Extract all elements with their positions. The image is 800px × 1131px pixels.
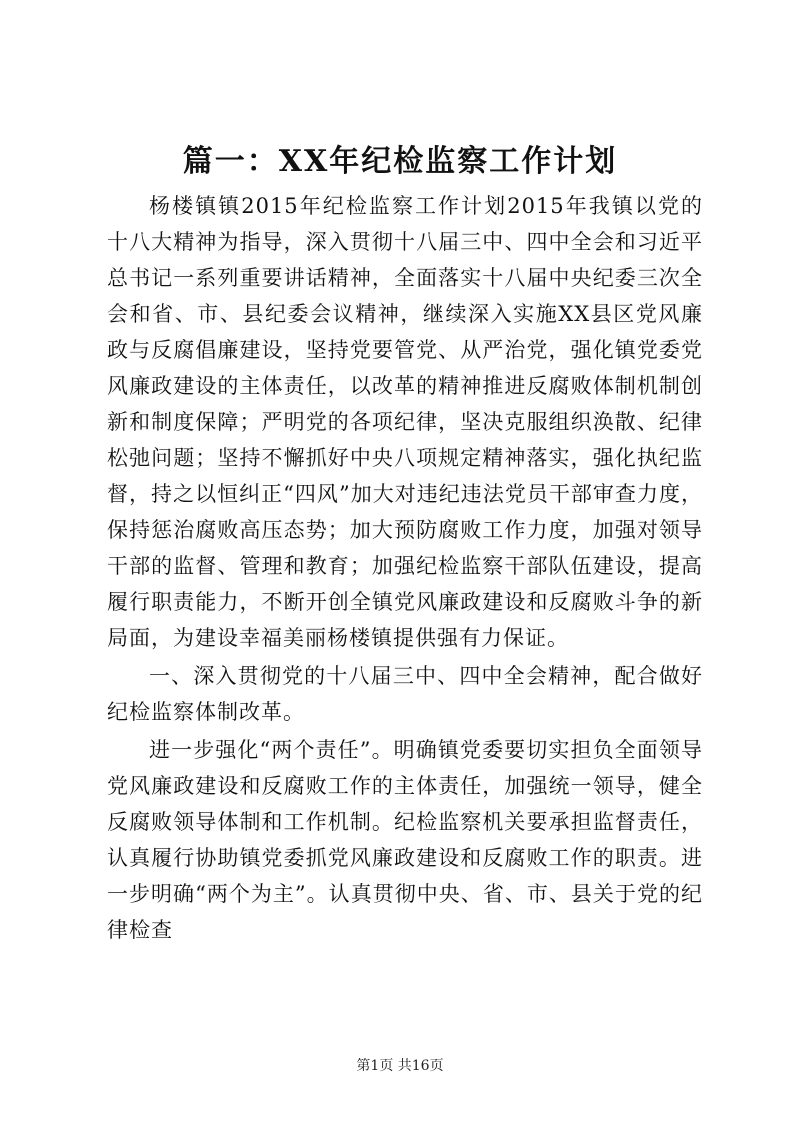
paragraph-responsibilities: 进一步强化“两个责任”。明确镇党委要切实担负全面领导党风廉政建设和反腐败工作的主体责任，加强统一领导，健全反腐败领导体制和工作机制。纪检监察机关要承担监督责任，认真履行协助镇党委抓党风廉政建设和反腐败工作的职责。进一步明确“两个为主”。认真贯彻中央、省、市、县关于党的纪律检查 <box>107 738 703 942</box>
document-title: 篇一：XX年纪检监察工作计划 <box>182 144 618 179</box>
paragraph-intro: 杨楼镇镇2015年纪检监察工作计划2015年我镇以党的十八大精神为指导，深入贯彻十八届三中、四中全会和习近平总书记一系列重要讲话精神，全面落实十八届中央纪委三次全会和省、市、县纪委会议精神，继续深入实施XX县区党风廉政与反腐倡廉建设，坚持党要管党、从严治党，强化镇党委党风廉政建设的主体责任，以改革的精神推进反腐败体制机制创新和制度保障；严明党的各项纪律，坚决克服组织涣散、纪律松弛问题；坚持不懈抓好中央八项规定精神落实，强化执纪监督，持之以恒纠正“四风”加大对违纪违法党员干部审查力度，保持惩治腐败高压态势；加大预防腐败工作力度，加强对领导干部的监督、管理和教育；加强纪检监察干部队伍建设，提高履行职责能力，不断开创全镇党风廉政建设和反腐败斗争的新局面，为建设幸福美丽杨楼镇提供强有力保证。 <box>107 194 703 650</box>
paragraph-section-heading: 一、深入贯彻党的十八届三中、四中全会精神，配合做好纪检监察体制改革。 <box>107 664 703 724</box>
page-number-footer: 第1页 共16页 <box>356 1058 444 1074</box>
document-body <box>107 188 703 950</box>
